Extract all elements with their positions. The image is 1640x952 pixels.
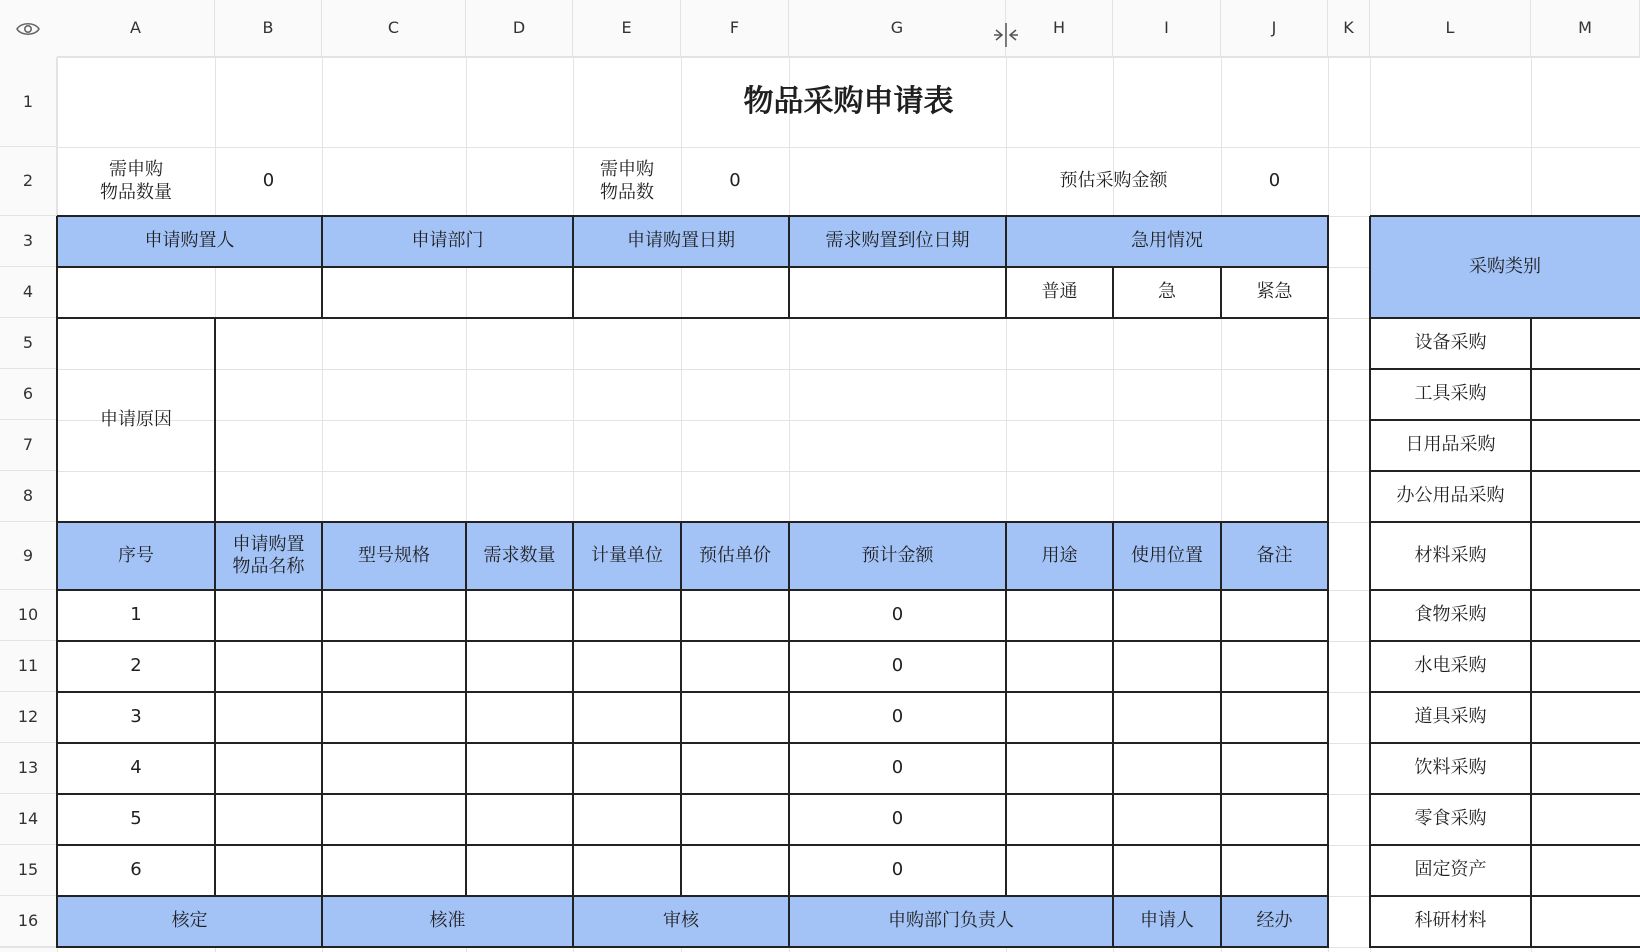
row-header-7[interactable]: 7 <box>0 420 57 471</box>
item-cell[interactable] <box>322 692 466 743</box>
item-cell[interactable] <box>466 641 573 692</box>
item-cell[interactable] <box>322 590 466 641</box>
row-header-9[interactable]: 9 <box>0 522 57 590</box>
need-items-value[interactable]: 0 <box>729 170 741 192</box>
column-resize-icon[interactable] <box>993 22 1019 48</box>
table-header-2: 申请购置 物品名称 <box>215 522 322 590</box>
item-amount[interactable]: 0 <box>891 808 904 830</box>
column-header-b[interactable]: B <box>215 0 322 57</box>
need-date-input[interactable] <box>789 267 1006 318</box>
row-header-12[interactable]: 12 <box>0 692 57 743</box>
category-header: 采购类别 <box>1370 216 1640 318</box>
item-cell[interactable] <box>681 794 789 845</box>
category-value[interactable] <box>1531 794 1640 845</box>
table-header-4: 需求数量 <box>466 522 573 590</box>
item-cell[interactable] <box>466 692 573 743</box>
item-cell[interactable] <box>1221 743 1328 794</box>
category-value[interactable] <box>1531 845 1640 896</box>
row-header-10[interactable]: 10 <box>0 590 57 641</box>
item-no: 1 <box>130 604 142 626</box>
table-header-5: 计量单位 <box>573 522 681 590</box>
category-value[interactable] <box>1531 420 1640 471</box>
category-item: 零食采购 <box>1414 808 1487 830</box>
item-cell[interactable] <box>1221 794 1328 845</box>
item-cell[interactable] <box>215 743 322 794</box>
footer-5: 申请人 <box>1113 896 1221 947</box>
estimate-label: 预估采购金额 <box>1059 170 1168 192</box>
estimate-value[interactable]: 0 <box>1268 170 1281 192</box>
category-value[interactable] <box>1531 641 1640 692</box>
category-value[interactable] <box>1531 471 1640 522</box>
item-cell[interactable] <box>1221 692 1328 743</box>
footer-3: 审核 <box>573 896 789 947</box>
category-item: 办公用品采购 <box>1396 485 1505 507</box>
table-header-1: 序号 <box>57 522 215 590</box>
item-amount[interactable]: 0 <box>891 604 904 626</box>
column-header-g[interactable]: G <box>789 0 1006 57</box>
item-cell[interactable] <box>1113 845 1221 896</box>
row-header-1[interactable]: 1 <box>0 57 57 147</box>
category-value[interactable] <box>1531 743 1640 794</box>
urgency-header: 急用情况 <box>1006 216 1328 267</box>
category-item: 道具采购 <box>1414 706 1487 728</box>
row-header-13[interactable]: 13 <box>0 743 57 794</box>
item-cell[interactable] <box>1006 641 1113 692</box>
item-cell[interactable] <box>1006 692 1113 743</box>
need-qty-label: 需申购 物品数量 <box>100 159 172 203</box>
row-header-2[interactable]: 2 <box>0 147 57 216</box>
item-cell[interactable] <box>215 590 322 641</box>
category-value[interactable] <box>1531 692 1640 743</box>
department-header: 申请部门 <box>322 216 573 267</box>
row-header-15[interactable]: 15 <box>0 845 57 896</box>
item-no: 3 <box>130 706 142 728</box>
eye-icon[interactable] <box>15 20 41 38</box>
row-header-11[interactable]: 11 <box>0 641 57 692</box>
column-header-f[interactable]: F <box>681 0 789 57</box>
category-value[interactable] <box>1531 522 1640 590</box>
category-value[interactable] <box>1531 318 1640 369</box>
item-cell[interactable] <box>466 794 573 845</box>
category-item: 食物采购 <box>1414 604 1487 626</box>
category-value[interactable] <box>1531 590 1640 641</box>
table-header-8: 用途 <box>1006 522 1113 590</box>
urgency-option-2[interactable]: 急 <box>1158 281 1176 303</box>
item-cell[interactable] <box>573 845 681 896</box>
item-no: 6 <box>130 859 142 881</box>
applicant-input[interactable] <box>57 267 322 318</box>
item-no: 4 <box>130 757 142 779</box>
row-header-16[interactable]: 16 <box>0 896 57 947</box>
item-cell[interactable] <box>322 743 466 794</box>
need-qty-value[interactable]: 0 <box>262 170 275 192</box>
item-cell[interactable] <box>681 590 789 641</box>
item-cell[interactable] <box>466 590 573 641</box>
item-cell[interactable] <box>1006 794 1113 845</box>
category-item: 科研材料 <box>1414 910 1487 932</box>
item-cell[interactable] <box>681 641 789 692</box>
item-cell[interactable] <box>1113 590 1221 641</box>
item-cell[interactable] <box>1221 845 1328 896</box>
item-no: 5 <box>130 808 142 830</box>
item-cell[interactable] <box>215 641 322 692</box>
item-cell[interactable] <box>573 794 681 845</box>
item-cell[interactable] <box>1113 794 1221 845</box>
column-header-m[interactable]: M <box>1531 0 1640 57</box>
column-header-h[interactable]: H <box>1006 0 1113 57</box>
category-item: 设备采购 <box>1414 332 1487 354</box>
category-item: 日用品采购 <box>1405 434 1496 456</box>
item-cell[interactable] <box>215 692 322 743</box>
column-header-c[interactable]: C <box>322 0 466 57</box>
item-cell[interactable] <box>1113 743 1221 794</box>
item-cell[interactable] <box>1006 845 1113 896</box>
item-cell[interactable] <box>322 794 466 845</box>
category-item: 工具采购 <box>1414 383 1487 405</box>
footer-2: 核准 <box>322 896 573 947</box>
apply-date-header: 申请购置日期 <box>573 216 789 267</box>
table-header-6: 预估单价 <box>681 522 789 590</box>
need-date-header: 需求购置到位日期 <box>789 216 1006 267</box>
footer-6: 经办 <box>1221 896 1328 947</box>
item-cell[interactable] <box>1113 641 1221 692</box>
column-header-i[interactable]: I <box>1113 0 1221 57</box>
category-value[interactable] <box>1531 369 1640 420</box>
item-cell[interactable] <box>322 641 466 692</box>
apply-date-input[interactable] <box>573 267 789 318</box>
category-item: 材料采购 <box>1414 544 1487 566</box>
item-cell[interactable] <box>681 692 789 743</box>
column-header-e[interactable]: E <box>573 0 681 57</box>
sheet-title: 物品采购申请表 <box>743 84 954 120</box>
item-cell[interactable] <box>1221 641 1328 692</box>
category-item: 水电采购 <box>1414 655 1487 677</box>
item-cell[interactable] <box>573 641 681 692</box>
reason-input[interactable] <box>215 318 1328 522</box>
need-items-label: 需申购 物品数 <box>600 159 654 203</box>
column-header-d[interactable]: D <box>466 0 573 57</box>
item-cell[interactable] <box>1006 743 1113 794</box>
row-header-5[interactable]: 5 <box>0 318 57 369</box>
footer-1: 核定 <box>57 896 322 947</box>
item-amount[interactable]: 0 <box>891 859 904 881</box>
item-cell[interactable] <box>573 590 681 641</box>
item-cell[interactable] <box>681 743 789 794</box>
item-amount[interactable]: 0 <box>891 655 904 677</box>
item-cell[interactable] <box>322 845 466 896</box>
item-cell[interactable] <box>573 743 681 794</box>
row-header-3[interactable]: 3 <box>0 216 57 267</box>
table-header-7: 预计金额 <box>789 522 1006 590</box>
row-header-4[interactable]: 4 <box>0 267 57 318</box>
item-cell[interactable] <box>1006 590 1113 641</box>
column-header-l[interactable]: L <box>1370 0 1531 57</box>
row-header-6[interactable]: 6 <box>0 369 57 420</box>
category-value[interactable] <box>1531 896 1640 947</box>
row-header-8[interactable]: 8 <box>0 471 57 522</box>
reason-label: 申请原因 <box>100 408 172 430</box>
item-amount[interactable]: 0 <box>891 706 904 728</box>
table-header-3: 型号规格 <box>322 522 466 590</box>
item-cell[interactable] <box>466 845 573 896</box>
column-header-j[interactable]: J <box>1221 0 1328 57</box>
item-cell[interactable] <box>681 845 789 896</box>
table-header-9: 使用位置 <box>1113 522 1221 590</box>
item-amount[interactable]: 0 <box>891 757 904 779</box>
item-cell[interactable] <box>215 845 322 896</box>
item-cell[interactable] <box>1221 590 1328 641</box>
row-header-14[interactable]: 14 <box>0 794 57 845</box>
item-cell[interactable] <box>1113 692 1221 743</box>
department-input[interactable] <box>322 267 573 318</box>
category-item: 固定资产 <box>1414 859 1487 881</box>
item-no: 2 <box>130 655 142 677</box>
item-cell[interactable] <box>573 692 681 743</box>
urgency-option-1[interactable]: 普通 <box>1041 281 1078 303</box>
item-cell[interactable] <box>215 794 322 845</box>
urgency-option-3[interactable]: 紧急 <box>1256 281 1293 303</box>
category-item: 饮料采购 <box>1414 757 1487 779</box>
column-header-a[interactable]: A <box>57 0 215 57</box>
column-header-k[interactable]: K <box>1328 0 1370 57</box>
applicant-header: 申请购置人 <box>57 216 322 267</box>
item-cell[interactable] <box>466 743 573 794</box>
footer-4: 申购部门负责人 <box>789 896 1113 947</box>
table-header-10: 备注 <box>1221 522 1328 590</box>
